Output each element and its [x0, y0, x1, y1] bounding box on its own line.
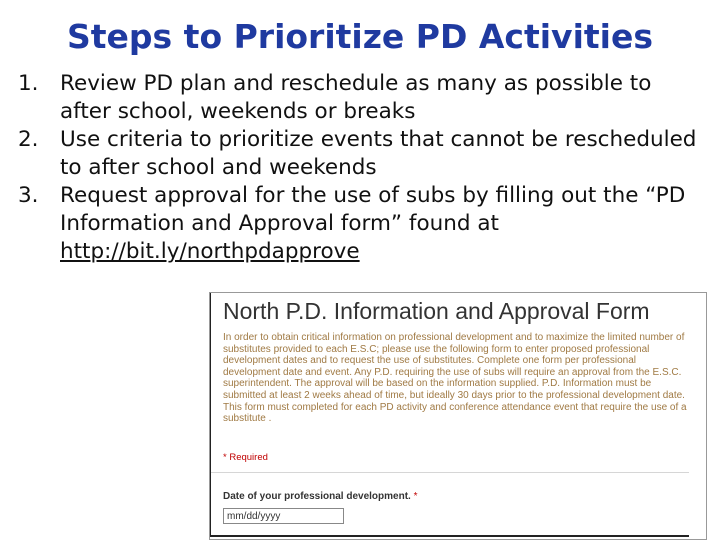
- form-screenshot: [209, 292, 689, 537]
- required-note: * Required: [223, 452, 268, 463]
- step-number: 2.: [18, 127, 39, 152]
- steps-list: [18, 70, 708, 266]
- step-text: Review PD plan and reschedule as many as possible to after school, weekends or breaks: [60, 71, 652, 124]
- step-number: 1.: [18, 71, 39, 96]
- step-number: 3.: [18, 183, 39, 208]
- required-asterisk: *: [413, 491, 418, 502]
- slide-title: Steps to Prioritize PD Activities: [67, 17, 653, 56]
- form-title: North P.D. Information and Approval Form: [223, 298, 650, 324]
- step-item: [18, 182, 708, 266]
- step-item: [18, 126, 708, 182]
- form-link[interactable]: http://bit.ly/northpdapprove: [60, 239, 360, 264]
- date-label-text: Date of your professional development.: [223, 491, 411, 502]
- step-text: Use criteria to prioritize events that cannot be rescheduled to after school and weekends: [60, 127, 697, 180]
- date-input[interactable]: [223, 508, 344, 524]
- date-field-label: [223, 491, 418, 502]
- step-item: [18, 70, 708, 126]
- step-text: Request approval for the use of subs by filling out the “PD Information and Approval form” found at: [60, 183, 686, 236]
- form-description: In order to obtain critical information on professional development and to maximize the limited number of substitutes provided to each E.S.C; please use the following form to enter proposed professional development dates and to request the use of substitutes. Complete one form per professional development date and event. Any P.D. requiring the use of subs will require an approval from the E.S.C. superintendent. The approval will be based on the information supplied. P.D. Information must be submitted at least 2 weeks ahead of time, but ideally 30 days prior to the professional development date. This form must completed for each PD activity and conference attendance event that require the use of a substitute .: [223, 332, 687, 425]
- form-divider: [211, 472, 689, 473]
